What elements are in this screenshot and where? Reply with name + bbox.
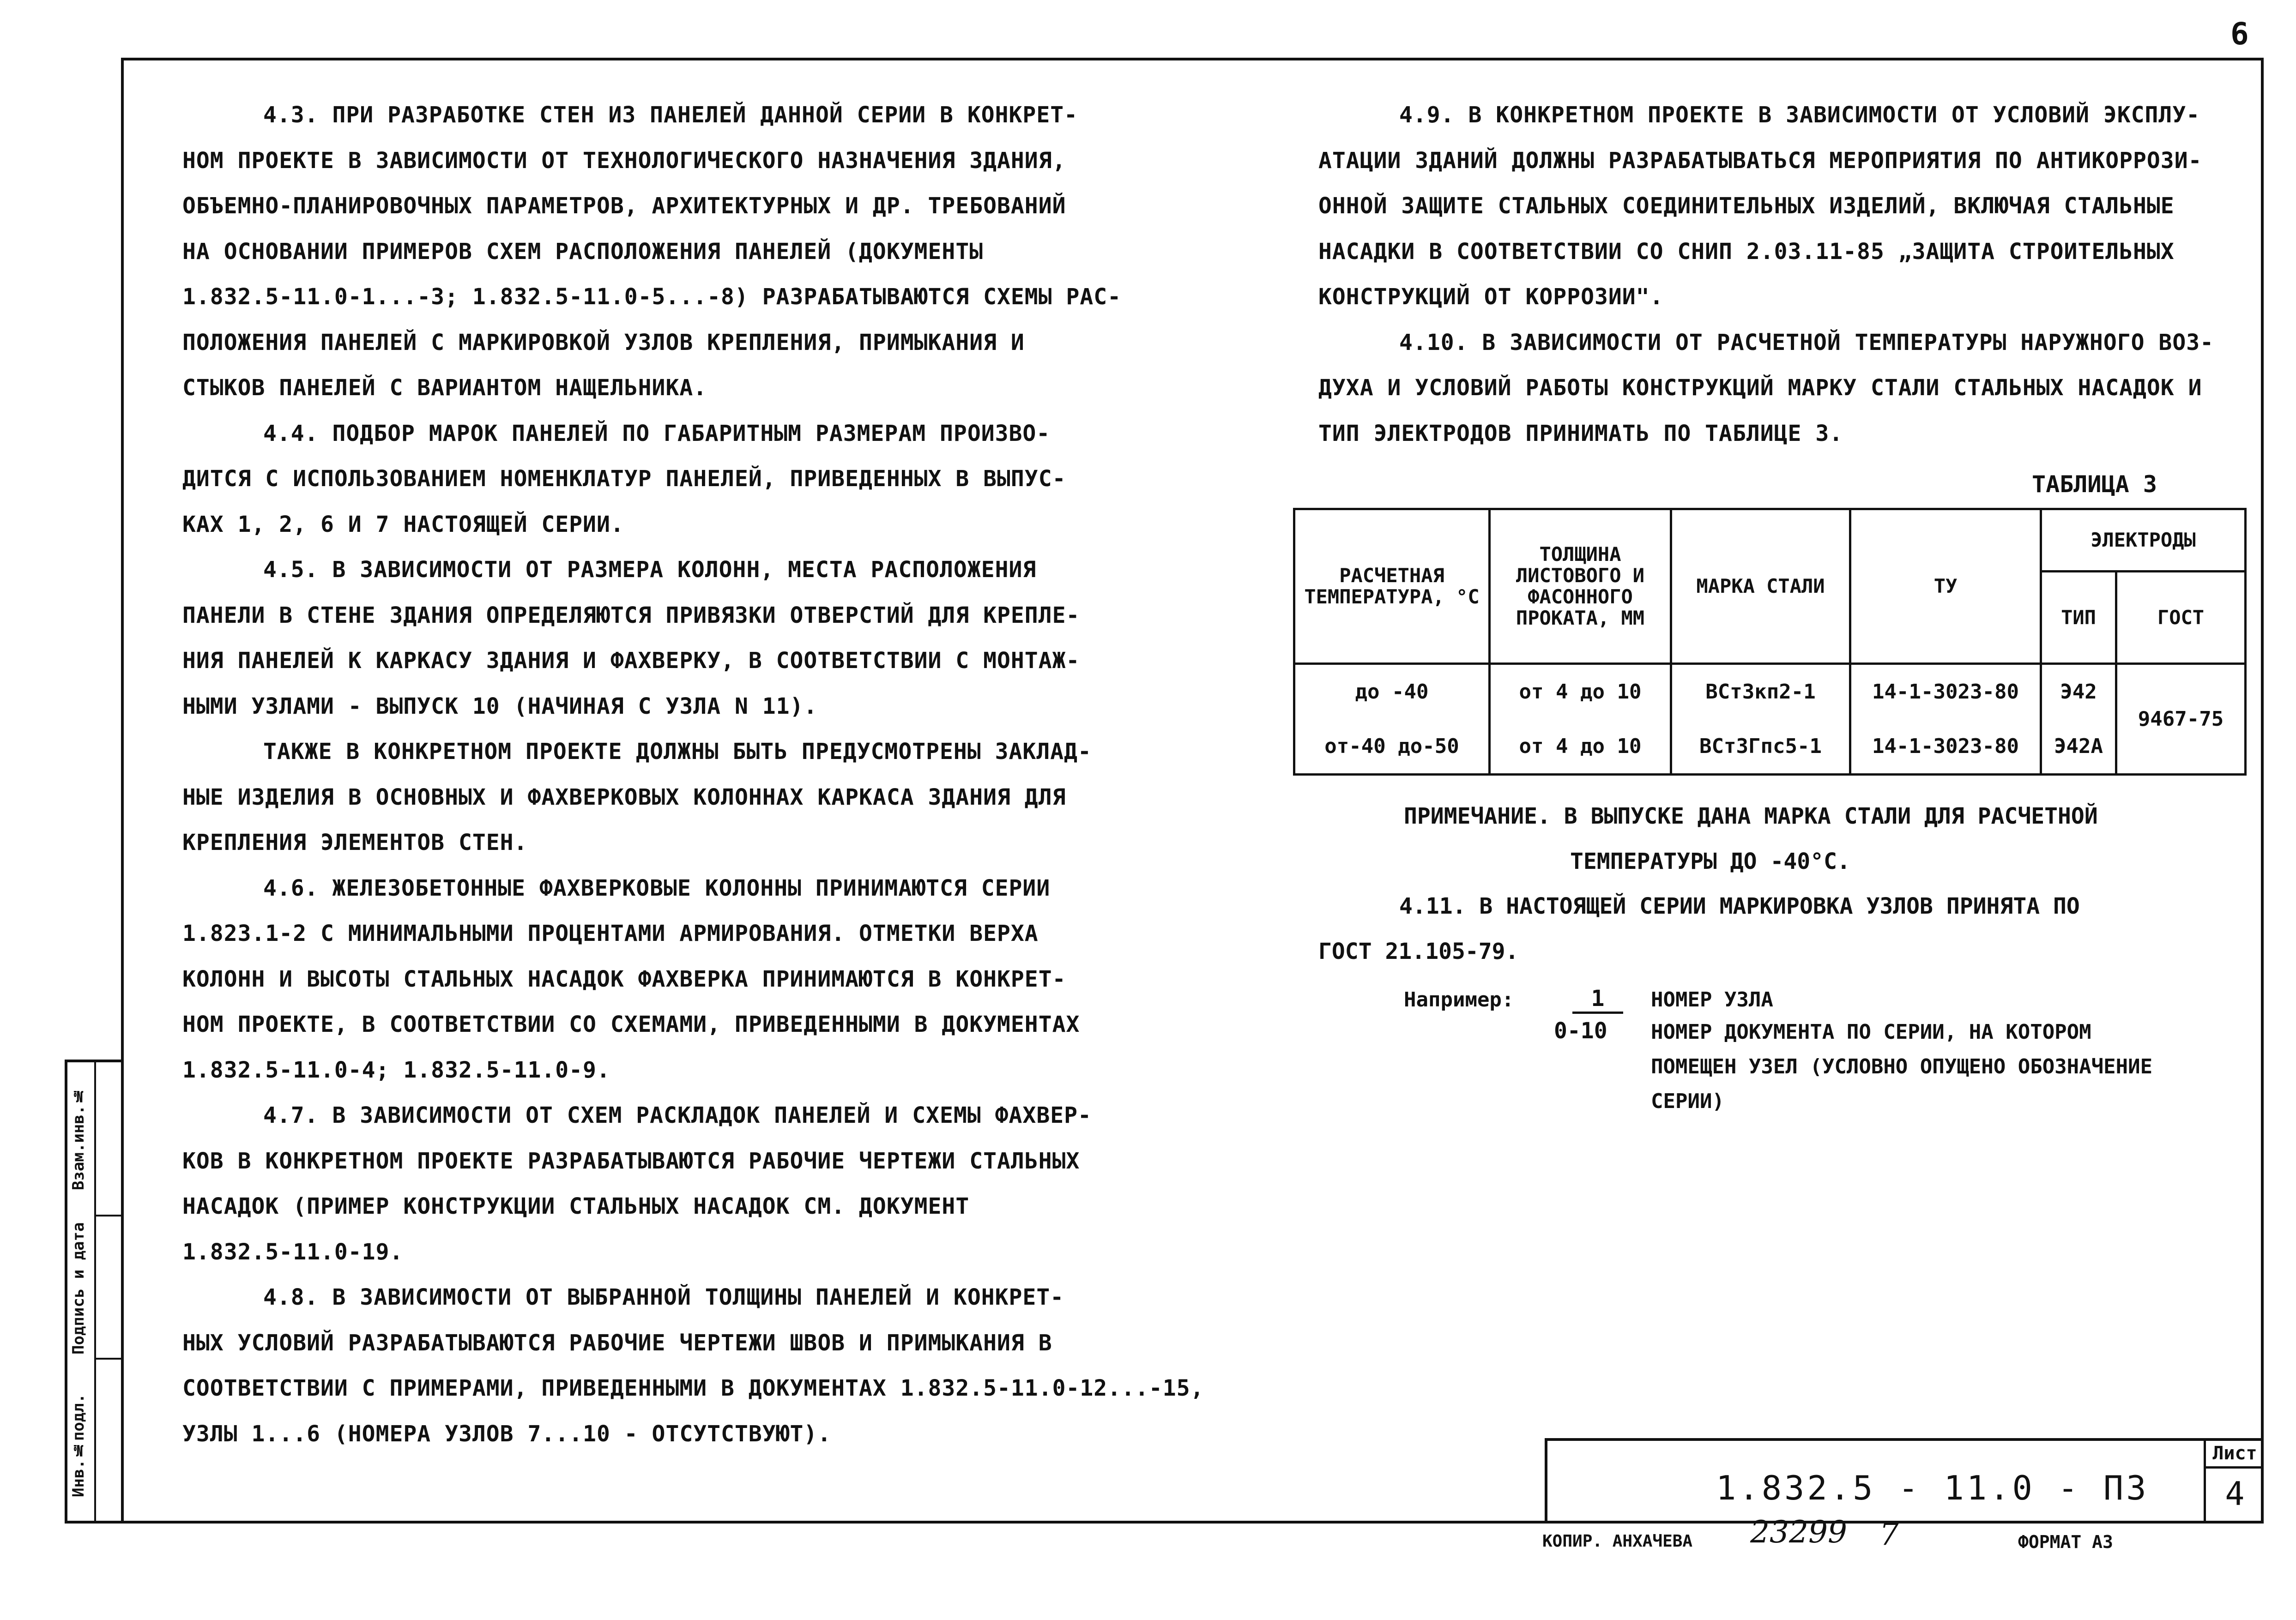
text-line: ОННОЙ ЗАЩИТЕ СТАЛЬНЫХ СОЕДИНИТЕЛЬНЫХ ИЗДЕЛИЙ, ВКЛЮЧАЯ СТАЛЬНЫЕ: [1318, 193, 2175, 219]
example-label: Например:: [1404, 988, 1514, 1012]
header-electrodes: ЭЛЕКТРОДЫ: [2041, 509, 2246, 572]
text-line: СТЫКОВ ПАНЕЛЕЙ С ВАРИАНТОМ НАЩЕЛЬНИКА.: [182, 375, 707, 401]
text-line: НАСАДКИ В СООТВЕТСТВИИ СО СНИП 2.03.11-85 „ЗАЩИТА СТРОИТЕЛЬНЫХ: [1318, 238, 2175, 265]
text-line: ТИП ЭЛЕКТРОДОВ ПРИНИМАТЬ ПО ТАБЛИЦЕ 3.: [1318, 420, 1843, 446]
cell-tu: 14-1-3023-80: [1850, 719, 2041, 775]
text-line: 1.832.5-11.0-1...-3; 1.832.5-11.0-5...-8) РАЗРАБАТЫВАЮТСЯ СХЕМЫ РАС-: [182, 284, 1122, 310]
text-line: КОЛОНН И ВЫСОТЫ СТАЛЬНЫХ НАСАДОК ФАХВЕРКА ПРИНИМАЮТСЯ В КОНКРЕТ-: [182, 966, 1066, 992]
stamp-field-signature: Подпись и дата: [69, 1222, 88, 1355]
text-line: НОМ ПРОЕКТЕ, В СООТВЕТСТВИИ СО СХЕМАМИ, ПРИВЕДЕННЫМИ В ДОКУМЕНТАХ: [182, 1012, 1080, 1037]
text-line: СООТВЕТСТВИИ С ПРИМЕРАМИ, ПРИВЕДЕННЫМИ В ДОКУМЕНТАХ 1.832.5-11.0-12...-15,: [182, 1375, 1204, 1401]
steel-spec-table: [1293, 508, 2247, 776]
text-line: КРЕПЛЕНИЯ ЭЛЕМЕНТОВ СТЕН.: [182, 830, 528, 855]
sheet-cell: [2204, 1441, 2264, 1524]
example-denominator: 0-10: [1554, 1018, 1607, 1044]
cell-electrode-type: Э42А: [2041, 719, 2116, 775]
paragraph-4-11-line: 4.11. В НАСТОЯЩЕЙ СЕРИИ МАРКИРОВКА УЗЛОВ ПРИНЯТА ПО: [1399, 893, 2080, 919]
text-line: ПАНЕЛИ В СТЕНЕ ЗДАНИЯ ОПРЕДЕЛЯЮТСЯ ПРИВЯЗКИ ОТВЕРСТИЙ ДЛЯ КРЕПЛЕ-: [182, 602, 1080, 628]
text-line: НЫХ УСЛОВИЙ РАЗРАБАТЫВАЮТСЯ РАБОЧИЕ ЧЕРТЕЖИ ШВОВ И ПРИМЫКАНИЯ В: [182, 1330, 1052, 1356]
cell-temperature: до -40: [1294, 664, 1490, 719]
text-line: НА ОСНОВАНИИ ПРИМЕРОВ СХЕМ РАСПОЛОЖЕНИЯ ПАНЕЛЕЙ (ДОКУМЕНТЫ: [182, 238, 984, 265]
cell-temperature: от-40 до-50: [1294, 719, 1490, 775]
text-line: НЫМИ УЗЛАМИ - ВЫПУСК 10 (НАЧИНАЯ С УЗЛА N 11).: [182, 693, 818, 719]
right-text-column: [1318, 92, 2237, 456]
cell-steel-grade: ВСт3Гпс5-1: [1671, 719, 1850, 775]
page-number: 6: [2230, 16, 2249, 52]
order-number: 23299: [1750, 1514, 1847, 1550]
sheet-label: Лист: [2206, 1441, 2264, 1469]
copy-number: 7: [1879, 1517, 1899, 1552]
table-note-line: ТЕМПЕРАТУРЫ ДО -40°С.: [1570, 849, 1850, 874]
cell-electrode-type: Э42: [2041, 664, 2116, 719]
cell-thickness: от 4 до 10: [1490, 664, 1671, 719]
text-line: 4.8. В ЗАВИСИМОСТИ ОТ ВЫБРАННОЙ ТОЛЩИНЫ ПАНЕЛЕЙ И КОНКРЕТ-: [263, 1284, 1064, 1310]
text-line: КОВ В КОНКРЕТНОМ ПРОЕКТЕ РАЗРАБАТЫВАЮТСЯ РАБОЧИЕ ЧЕРТЕЖИ СТАЛЬНЫХ: [182, 1148, 1080, 1174]
text-line: УЗЛЫ 1...6 (НОМЕРА УЗЛОВ 7...10 - ОТСУТСТВУЮТ).: [182, 1421, 832, 1447]
text-line: 4.4. ПОДБОР МАРОК ПАНЕЛЕЙ ПО ГАБАРИТНЫМ РАЗМЕРАМ ПРОИЗВО-: [263, 420, 1051, 446]
paper-format: ФОРМАТ А3: [2018, 1532, 2113, 1552]
stamp-divider: [94, 1062, 96, 1521]
stamp-separator: [94, 1358, 124, 1360]
text-line: НИЯ ПАНЕЛЕЙ К КАРКАСУ ЗДАНИЯ И ФАХВЕРКУ, В СООТВЕТСТВИИ С МОНТАЖ-: [182, 648, 1080, 674]
side-stamp-column: [65, 1060, 121, 1524]
header-gost: ГОСТ: [2116, 572, 2246, 664]
left-text-column: [182, 92, 1258, 1457]
text-line: НЫЕ ИЗДЕЛИЯ В ОСНОВНЫХ И ФАХВЕРКОВЫХ КОЛОННАХ КАРКАСА ЗДАНИЯ ДЛЯ: [182, 784, 1066, 810]
text-line: ТАКЖЕ В КОНКРЕТНОМ ПРОЕКТЕ ДОЛЖНЫ БЫТЬ ПРЕДУСМОТРЕНЫ ЗАКЛАД-: [263, 739, 1092, 765]
cell-steel-grade: ВСт3кп2-1: [1671, 664, 1850, 719]
cell-tu: 14-1-3023-80: [1850, 664, 2041, 719]
header-thickness: ТОЛЩИНА ЛИСТОВОГО И ФАСОННОГО ПРОКАТА, ММ: [1490, 509, 1671, 664]
title-block: [1545, 1438, 2264, 1524]
header-steel-grade: МАРКА СТАЛИ: [1671, 509, 1850, 664]
sheet-number: 4: [2225, 1475, 2245, 1513]
text-line: КОНСТРУКЦИЙ ОТ КОРРОЗИИ".: [1318, 284, 1664, 310]
text-line: 4.6. ЖЕЛЕЗОБЕТОННЫЕ ФАХВЕРКОВЫЕ КОЛОННЫ ПРИНИМАЮТСЯ СЕРИИ: [263, 875, 1051, 901]
table-note-line: ПРИМЕЧАНИЕ. В ВЫПУСКЕ ДАНА МАРКА СТАЛИ ДЛЯ РАСЧЕТНОЙ: [1404, 803, 2098, 829]
text-line: 4.7. В ЗАВИСИМОСТИ ОТ СХЕМ РАСКЛАДОК ПАНЕЛЕЙ И СХЕМЫ ФАХВЕР-: [263, 1102, 1092, 1128]
header-tu: ТУ: [1850, 509, 2041, 664]
header-temperature: РАСЧЕТНАЯ ТЕМПЕРАТУРА, °С: [1294, 509, 1490, 664]
text-line: 1.832.5-11.0-19.: [182, 1239, 404, 1265]
text-line: 4.9. В КОНКРЕТНОМ ПРОЕКТЕ В ЗАВИСИМОСТИ ОТ УСЛОВИЙ ЭКСПЛУ-: [1399, 102, 2200, 128]
text-line: 4.3. ПРИ РАЗРАБОТКЕ СТЕН ИЗ ПАНЕЛЕЙ ДАННОЙ СЕРИИ В КОНКРЕТ-: [263, 102, 1078, 128]
stamp-separator: [94, 1215, 124, 1217]
header-electrode-type: ТИП: [2041, 572, 2116, 664]
example-description: НОМЕР УЗЛА: [1651, 988, 1773, 1012]
cell-gost: 9467-75: [2116, 664, 2246, 775]
text-line: 4.5. В ЗАВИСИМОСТИ ОТ РАЗМЕРА КОЛОНН, МЕСТА РАСПОЛОЖЕНИЯ: [263, 557, 1037, 583]
text-line: 1.832.5-11.0-4; 1.832.5-11.0-9.: [182, 1057, 610, 1083]
cell-thickness: от 4 до 10: [1490, 719, 1671, 775]
text-line: АТАЦИИ ЗДАНИЙ ДОЛЖНЫ РАЗРАБАТЫВАТЬСЯ МЕРОПРИЯТИЯ ПО АНТИКОРРОЗИ-: [1318, 147, 2202, 174]
example-description: НОМЕР ДОКУМЕНТА ПО СЕРИИ, НА КОТОРОМ: [1651, 1020, 2091, 1044]
text-line: 4.10. В ЗАВИСИМОСТИ ОТ РАСЧЕТНОЙ ТЕМПЕРАТУРЫ НАРУЖНОГО ВОЗ-: [1399, 329, 2214, 355]
copied-by: КОПИР. АНХАЧЕВА: [1542, 1532, 1693, 1551]
stamp-field-inventory: Инв.№подл.: [69, 1393, 88, 1498]
example-description: ПОМЕЩЕН УЗЕЛ (УСЛОВНО ОПУЩЕНО ОБОЗНАЧЕНИЕ: [1651, 1055, 2153, 1078]
example-numerator: 1: [1572, 986, 1623, 1014]
text-line: НОМ ПРОЕКТЕ В ЗАВИСИМОСТИ ОТ ТЕХНОЛОГИЧЕСКОГО НАЗНАЧЕНИЯ ЗДАНИЯ,: [182, 147, 1066, 174]
table-row: [1294, 719, 2246, 775]
paragraph-4-11-line: ГОСТ 21.105-79.: [1318, 939, 1519, 964]
table-caption: ТАБЛИЦА 3: [2032, 471, 2157, 498]
table-row: [1294, 664, 2246, 719]
text-line: 1.823.1-2 С МИНИМАЛЬНЫМИ ПРОЦЕНТАМИ АРМИРОВАНИЯ. ОТМЕТКИ ВЕРХА: [182, 921, 1039, 946]
document-code: 1.832.5 - 11.0 - ПЗ: [1716, 1469, 2149, 1507]
text-line: НАСАДОК (ПРИМЕР КОНСТРУКЦИИ СТАЛЬНЫХ НАСАДОК СМ. ДОКУМЕНТ: [182, 1193, 970, 1219]
text-line: КАХ 1, 2, 6 И 7 НАСТОЯЩЕЙ СЕРИИ.: [182, 511, 624, 537]
text-line: ОБЪЕМНО-ПЛАНИРОВОЧНЫХ ПАРАМЕТРОВ, АРХИТЕКТУРНЫХ И ДР. ТРЕБОВАНИЙ: [182, 193, 1066, 219]
text-line: ДИТСЯ С ИСПОЛЬЗОВАНИЕМ НОМЕНКЛАТУР ПАНЕЛЕЙ, ПРИВЕДЕННЫХ В ВЫПУС-: [182, 466, 1066, 492]
stamp-field-replacement: Взам.инв.№: [69, 1086, 88, 1191]
text-line: ПОЛОЖЕНИЯ ПАНЕЛЕЙ С МАРКИРОВКОЙ УЗЛОВ КРЕПЛЕНИЯ, ПРИМЫКАНИЯ И: [182, 329, 1025, 355]
text-line: ДУХА И УСЛОВИЙ РАБОТЫ КОНСТРУКЦИЙ МАРКУ СТАЛИ СТАЛЬНЫХ НАСАДОК И: [1318, 375, 2202, 401]
example-description: СЕРИИ): [1651, 1090, 1724, 1113]
